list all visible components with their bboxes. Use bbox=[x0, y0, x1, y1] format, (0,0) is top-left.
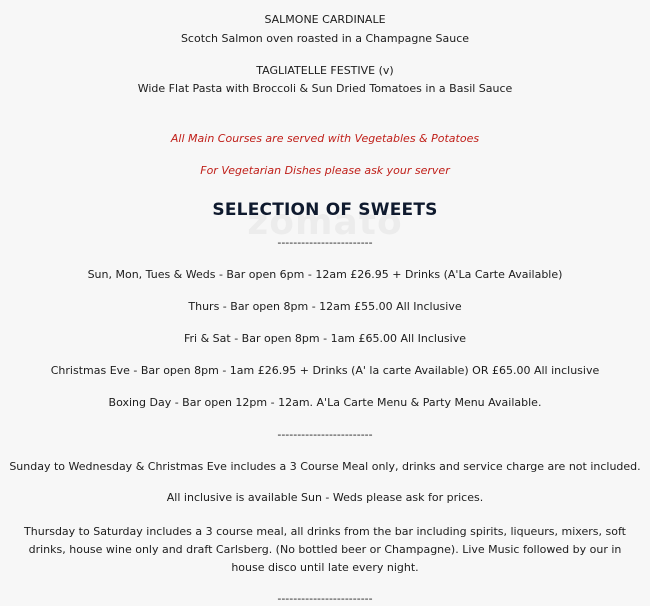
dish-title: TAGLIATELLE FESTIVE (v) bbox=[256, 64, 394, 77]
schedule-line: Fri & Sat - Bar open 8pm - 1am £65.00 All Inclusive bbox=[183, 332, 466, 345]
section-heading: SELECTION OF SWEETS bbox=[212, 200, 438, 220]
info-paragraph: Thursday to Saturday includes a 3 course meal, all drinks from the bar including spirits, liqueurs, mixers, soft drinks, house wine only and draft Carlsberg. (No bottled beer or Champagne). Live Music followed by our in house disco until late every night. bbox=[24, 525, 626, 574]
schedule-line: Christmas Eve - Bar open 8pm - 1am £26.95 + Drinks (A' la carte Available) OR £65.00 All inclusive bbox=[50, 364, 600, 377]
dish-title: SALMONE CARDINALE bbox=[264, 13, 386, 26]
dish-description: Wide Flat Pasta with Broccoli & Sun Dried Tomatoes in a Basil Sauce bbox=[137, 82, 513, 95]
divider: ------------------------ bbox=[277, 592, 373, 605]
divider: ------------------------ bbox=[277, 236, 373, 249]
schedule-line: Sun, Mon, Tues & Weds - Bar open 6pm - 12am £26.95 + Drinks (A'La Carte Available) bbox=[87, 268, 563, 281]
divider: ------------------------ bbox=[277, 428, 373, 441]
schedule-line: Thurs - Bar open 8pm - 12am £55.00 All Inclusive bbox=[188, 300, 462, 313]
note-vegetarian: For Vegetarian Dishes please ask your server bbox=[200, 164, 450, 177]
schedule-line: Boxing Day - Bar open 12pm - 12am. A'La Carte Menu & Party Menu Available. bbox=[108, 396, 542, 409]
info-paragraph: Sunday to Wednesday & Christmas Eve includes a 3 Course Meal only, drinks and service charge are not included. bbox=[9, 460, 641, 473]
info-paragraph: All inclusive is available Sun - Weds please ask for prices. bbox=[166, 491, 484, 504]
note-vegetables: All Main Courses are served with Vegetables & Potatoes bbox=[170, 132, 480, 145]
dish-description: Scotch Salmon oven roasted in a Champagne Sauce bbox=[180, 32, 470, 45]
